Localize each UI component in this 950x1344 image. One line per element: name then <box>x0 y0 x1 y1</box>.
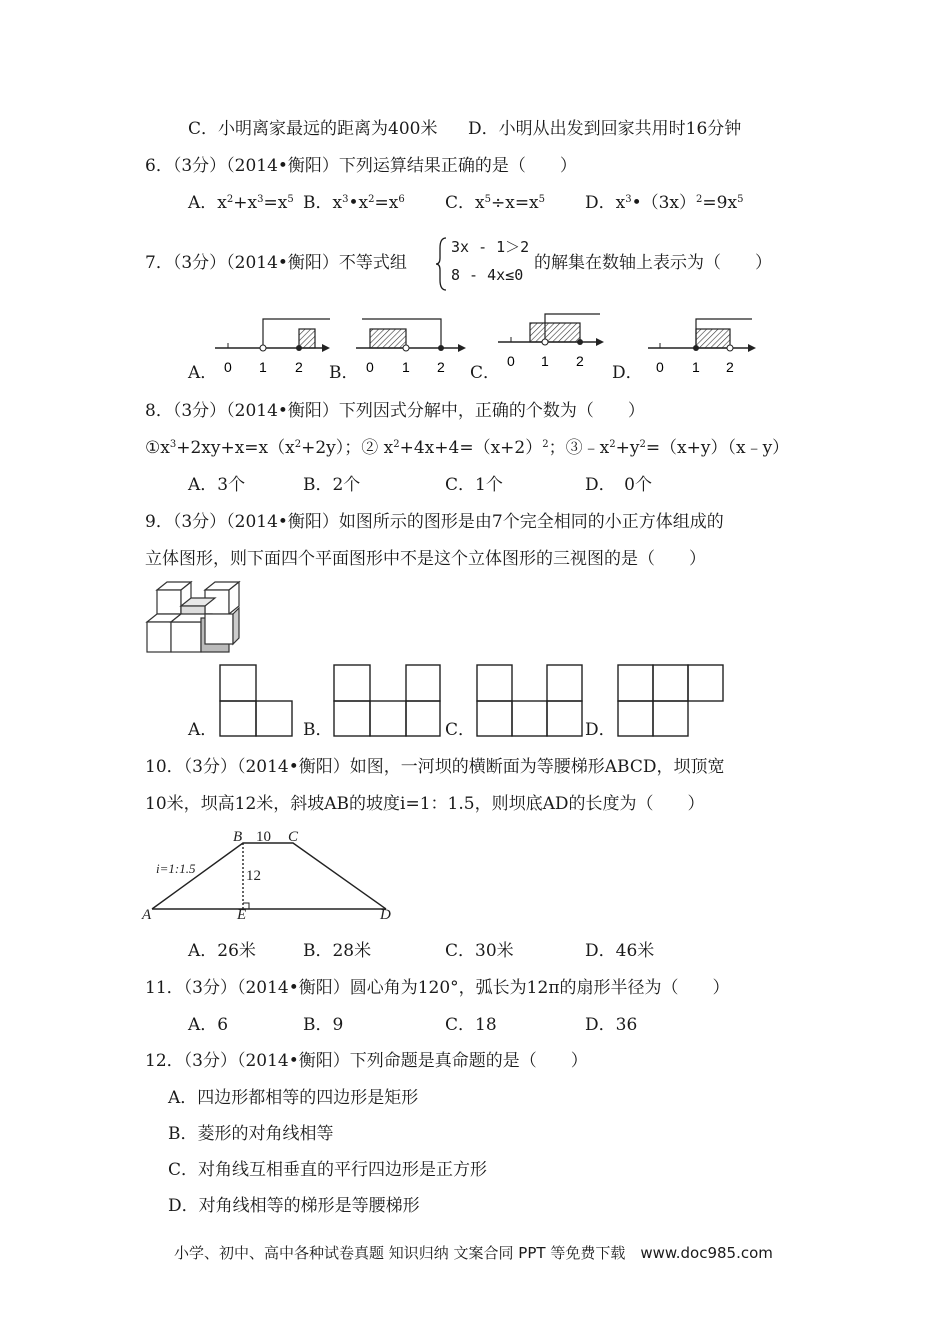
q6-option-c: C．$x^5\div x=x^5$ <box>445 193 546 213</box>
tick-1: 1 <box>541 353 549 369</box>
q10-label-d: D <box>380 907 391 923</box>
q7-stem-suffix: 的解集在数轴上表示为（ ） <box>534 253 772 273</box>
q5-option-c: C．小明离家最远的距离为400米 <box>188 119 438 139</box>
q7-inequality-2: 8 - 4x≤0 <box>451 266 524 284</box>
tick-1: 1 <box>259 359 267 375</box>
tick-1: 1 <box>402 359 410 375</box>
q8-option-a: A．3个 <box>188 475 246 495</box>
tick-0: 0 <box>366 359 374 375</box>
q6-option-d: D．$x^3•(3x)^2=9x^5$ <box>585 193 744 213</box>
q10-option-b: B．28米 <box>303 941 372 961</box>
tick-2: 2 <box>576 353 584 369</box>
q10-label-e: E <box>237 907 247 923</box>
q10-trapezoid-figure <box>140 825 400 923</box>
q7-option-b-label: B． <box>329 363 359 383</box>
q10-stem-line2: 10米，坝高12米，斜坡AB的坡度i=1：1.5，则坝底AD的长度为（ ） <box>145 794 705 814</box>
q9-cube-figure <box>143 578 253 658</box>
q10-stem-line1: 10．（3分）（2014•衡阳）如图，一河坝的横断面为等腰梯形ABCD，坝顶宽 <box>145 757 725 777</box>
q11-option-b: B．9 <box>303 1015 344 1035</box>
q9-option-b-label: B． <box>303 720 333 740</box>
q10-top-width: 10 <box>256 829 271 845</box>
q9-option-d-view <box>618 665 723 736</box>
tick-0: 0 <box>224 359 232 375</box>
q9-option-c-view <box>477 665 582 736</box>
q6-option-a: A．$x^2+x^3=x^5$ <box>188 193 294 213</box>
q8-stem: 8．（3分）（2014•衡阳）下列因式分解中，正确的个数为（ ） <box>145 401 645 421</box>
tick-1: 1 <box>692 359 700 375</box>
q11-option-c: C．18 <box>445 1015 497 1035</box>
q10-height: 12 <box>246 868 261 884</box>
q12-stem: 12．（3分）（2014•衡阳）下列命题是真命题的是（ ） <box>145 1051 588 1071</box>
tick-2: 2 <box>726 359 734 375</box>
tick-2: 2 <box>437 359 445 375</box>
q10-label-a: A <box>142 907 152 923</box>
q7-option-b-numberline <box>356 319 466 375</box>
q9-option-b-view <box>334 665 440 736</box>
tick-0: 0 <box>507 353 515 369</box>
q12-option-c: C．对角线互相垂直的平行四边形是正方形 <box>168 1160 488 1180</box>
q7-option-c-label: C． <box>470 363 501 383</box>
q9-option-a-view <box>220 665 292 736</box>
q6-stem: 6．（3分）（2014•衡阳）下列运算结果正确的是（ ） <box>145 156 577 176</box>
q12-option-b: B．菱形的对角线相等 <box>168 1124 334 1144</box>
q5-option-d: D．小明从出发到回家共用时16分钟 <box>468 119 742 139</box>
q10-label-b: B <box>233 829 243 845</box>
q9-stem-line2: 立体图形，则下面四个平面图形中不是这个立体图形的三视图的是（ ） <box>145 549 706 569</box>
q6-option-b: B．$x^3•x^2=x^6$ <box>303 193 405 213</box>
q10-slope-label: i=1:1.5 <box>156 861 196 876</box>
q7-brace <box>436 236 448 292</box>
q10-label-c: C <box>288 829 299 845</box>
q12-option-a: A．四边形都相等的四边形是矩形 <box>168 1088 419 1108</box>
q7-option-a-label: A． <box>188 363 218 383</box>
q10-option-d: D．46米 <box>585 941 655 961</box>
q7-option-c-numberline <box>498 314 604 369</box>
tick-0: 0 <box>656 359 664 375</box>
q7-option-d-numberline <box>648 319 756 375</box>
q9-stem-line1: 9．（3分）（2014•衡阳）如图所示的图形是由7个完全相同的小正方体组成的 <box>145 512 724 532</box>
q9-option-c-label: C． <box>445 720 476 740</box>
q8-option-d: D． 0个 <box>585 475 652 495</box>
tick-2: 2 <box>295 359 303 375</box>
q9-option-a-label: A． <box>188 720 218 740</box>
q7-inequality-1: 3x - 1＞2 <box>451 238 530 256</box>
q10-option-c: C．30米 <box>445 941 514 961</box>
q7-option-d-label: D． <box>612 363 643 383</box>
q11-option-a: A．6 <box>188 1015 229 1035</box>
q11-option-d: D．36 <box>585 1015 638 1035</box>
q11-stem: 11．（3分）（2014•衡阳）圆心角为120°，弧长为12π的扇形半径为（ ） <box>145 978 730 998</box>
q8-option-b: B．2个 <box>303 475 361 495</box>
q7-stem-prefix: 7．（3分）（2014•衡阳）不等式组 <box>145 253 407 273</box>
q12-option-d: D．对角线相等的梯形是等腰梯形 <box>168 1196 420 1216</box>
q9-option-d-label: D． <box>585 720 616 740</box>
q8-option-c: C．1个 <box>445 475 503 495</box>
q7-option-a-numberline <box>215 319 330 375</box>
page-footer: 小学、初中、高中各种试卷真题 知识归纳 文案合同 PPT 等免费下载 www.doc985.com <box>174 1244 773 1262</box>
q10-option-a: A．26米 <box>188 941 256 961</box>
q8-expressions: $①x^3+2xy+x=x(x^2+2y)$；② $x^2+4x+4=(x+2)^2$；$③﹣x^2+y^2=(x+y)(x﹣y)$ <box>145 438 790 458</box>
